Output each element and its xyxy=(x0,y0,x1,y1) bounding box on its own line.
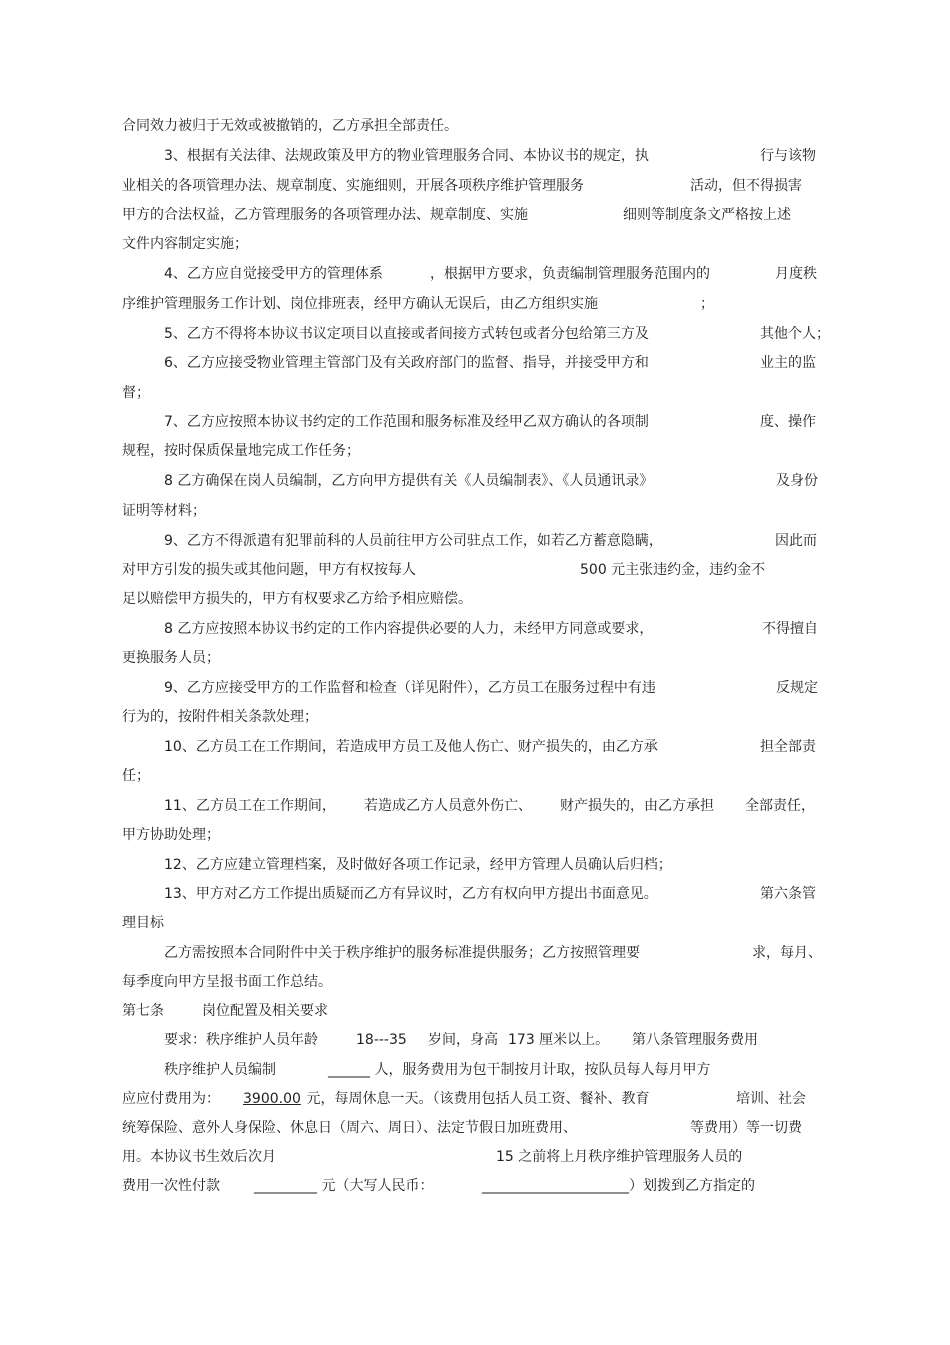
text-line: 甲方的合法权益，乙方管理服务的各项管理办法、规章制度、实施 xyxy=(122,207,528,223)
text-line: 业主的监 xyxy=(760,355,816,371)
text-line: 要求：秩序维护人员年龄 xyxy=(164,1032,318,1048)
text-line: 反规定 xyxy=(776,680,818,696)
text-line: 3、根据有关法律、法规政策及甲方的物业管理服务合同、本协议书的规定，执 xyxy=(164,148,649,164)
text-line: 应应付费用为： xyxy=(122,1091,220,1107)
text-line: 因此而 xyxy=(775,533,817,549)
text-line: 更换服务人员； xyxy=(122,650,220,666)
text-line: 度、操作 xyxy=(760,414,816,430)
text-line: 任； xyxy=(122,768,150,784)
text-line: 统筹保险、意外人身保险、休息日（周六、周日）、法定节假日加班费用、 xyxy=(122,1120,577,1136)
text-line: 财产损失的，由乙方承担 xyxy=(560,798,714,814)
text-line: 9、乙方应接受甲方的工作监督和检查（详见附件），乙方员工在服务过程中有违 xyxy=(164,680,656,696)
text-line: 用。本协议书生效后次月 xyxy=(122,1149,276,1165)
text-line: 费用一次性付款 xyxy=(122,1178,220,1194)
section-heading: 岗位配置及相关要求 xyxy=(202,1003,328,1019)
text-line: 9、乙方不得派遣有犯罪前科的人员前往甲方公司驻点工作，如若乙方蓄意隐瞒， xyxy=(164,533,663,549)
text-line: ； xyxy=(700,296,714,312)
text-line: 细则等制度条文严格按上述 xyxy=(623,207,791,223)
text-line: 月度秩 xyxy=(775,266,817,282)
text-line: 4、乙方应自觉接受甲方的管理体系 xyxy=(164,266,383,282)
text-line: 督； xyxy=(122,385,150,401)
text-line: 元，每周休息一天。（该费用包括人员工资、餐补、教育 xyxy=(302,1091,650,1107)
text-line: 13、甲方对乙方工作提出质疑而乙方有异议时，乙方有权向甲方提出书面意见。 xyxy=(164,886,658,902)
text-line: 500 元主张违约金，违约金不 xyxy=(580,562,766,578)
text-line: ，根据甲方要求，负责编制管理服务范围内的 xyxy=(430,266,710,282)
text-line: 每季度向甲方呈报书面工作总结。 xyxy=(122,974,332,990)
text-line: 规程，按时保质保量地完成工作任务； xyxy=(122,443,360,459)
text-line: 文件内容制定实施； xyxy=(122,236,248,252)
text-line: _________ 元（大写人民币： xyxy=(254,1178,434,1194)
text-line: 15 之前将上月秩序维护管理服务人员的 xyxy=(496,1149,743,1165)
text-line: 秩序维护人员编制 xyxy=(164,1062,276,1078)
text-line: 第六条管 xyxy=(760,886,816,902)
text-line: 8 乙方确保在岗人员编制，乙方向甲方提供有关《人员编制表》、《人员通讯录》 xyxy=(164,473,654,489)
text-line: 业相关的各项管理办法、规章制度、实施细则，开展各项秩序维护管理服务 xyxy=(122,178,584,194)
text-line: 乙方需按照本合同附件中关于秩序维护的服务标准提供服务；乙方按照管理要 xyxy=(164,945,640,961)
text-line: 不得擅自 xyxy=(762,621,818,637)
text-line: 行与该物 xyxy=(760,148,816,164)
text-line: 其他个人； xyxy=(760,326,830,342)
text-line: 11、乙方员工在工作期间， xyxy=(164,798,336,814)
text-line: _____________________）划拨到乙方指定的 xyxy=(482,1178,755,1194)
text-line: 全部责任， xyxy=(745,798,815,814)
text-line: 173 厘米以上。 xyxy=(508,1032,610,1048)
text-line: 序维护管理服务工作计划、岗位排班表，经甲方确认无误后，由乙方组织实施 xyxy=(122,296,598,312)
text-line: 担全部责 xyxy=(760,739,816,755)
text-line: 等费用）等一切费 xyxy=(690,1120,802,1136)
text-line: 8 乙方应按照本协议书约定的工作内容提供必要的人力，未经甲方同意或要求， xyxy=(164,621,654,637)
fee-amount: 3900.00 xyxy=(243,1091,301,1107)
text-line: 12、乙方应建立管理档案，及时做好各项工作记录，经甲方管理人员确认后归档； xyxy=(164,857,672,873)
text-line: 及身份 xyxy=(776,473,818,489)
text-line: 岁间，身高 xyxy=(428,1032,498,1048)
text-line: 第八条管理服务费用 xyxy=(632,1032,758,1048)
text-line: 若造成乙方人员意外伤亡、 xyxy=(364,798,532,814)
text-line: 证明等材料； xyxy=(122,503,206,519)
text-line: ______ 人，服务费用为包干制按月计取，按队员每人每月甲方 xyxy=(328,1062,711,1078)
text-line: 理目标 xyxy=(122,915,164,931)
text-line: 足以赔偿甲方损失的，甲方有权要求乙方给予相应赔偿。 xyxy=(122,591,472,607)
text-line: 6、乙方应接受物业管理主管部门及有关政府部门的监督、指导，并接受甲方和 xyxy=(164,355,649,371)
text-line: 7、乙方应按照本协议书约定的工作范围和服务标准及经甲乙双方确认的各项制 xyxy=(164,414,649,430)
text-line: 10、乙方员工在工作期间，若造成甲方员工及他人伤亡、财产损失的，由乙方承 xyxy=(164,739,658,755)
text-line: 甲方协助处理； xyxy=(122,827,220,843)
text-line: 行为的，按附件相关条款处理； xyxy=(122,709,318,725)
text-line: 活动，但不得损害 xyxy=(690,178,802,194)
text-line: 合同效力被归于无效或被撤销的，乙方承担全部责任。 xyxy=(122,118,458,134)
text-line: 对甲方引发的损失或其他问题，甲方有权按每人 xyxy=(122,562,416,578)
text-line: 18---35 xyxy=(356,1032,407,1048)
text-line: 培训、社会 xyxy=(736,1091,806,1107)
text-line: 求，每月、 xyxy=(752,945,822,961)
section-heading: 第七条 xyxy=(122,1003,164,1019)
text-line: 5、乙方不得将本协议书议定项目以直接或者间接方式转包或者分包给第三方及 xyxy=(164,326,649,342)
